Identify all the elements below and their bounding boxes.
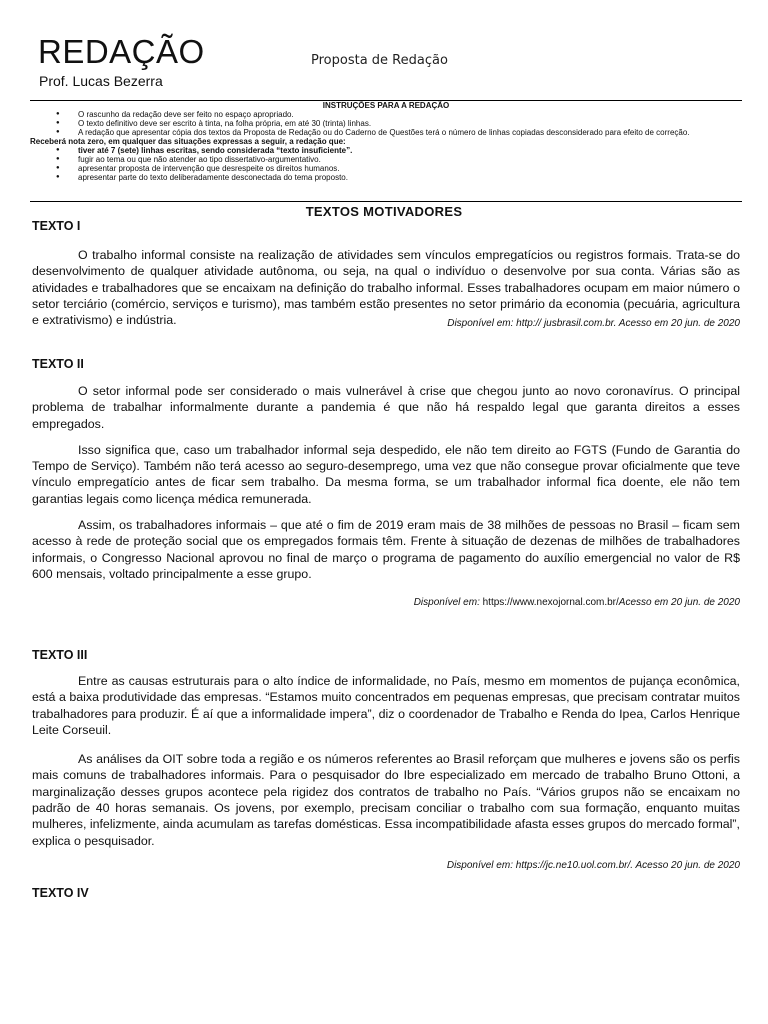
zero-grade-list [30, 146, 742, 182]
paragraph: Entre as causas estruturais para o alto índice de informalidade, no País, mesmo em momentos de pujança econômica, está a baixa produtividade das empresas. “Estamos muito concentrados em pequenas empresas, que precisam contratar muitos trabalhadores para produzir. É aí que a informalidade impera”, diz o coordenador de Trabalho e Renda do Ipea, Carlos Henrique Leite Corseuil. [32, 674, 740, 737]
instruction-item: ● A redação que apresentar cópia dos textos da Proposta de Redação ou do Caderno de Questões terá o número de linhas copiadas desconsiderado para efeito de correção. [78, 128, 742, 137]
zero-grade-item: ● fugir ao tema ou que não atender ao tipo dissertativo-argumentativo. [78, 155, 742, 164]
source-citation-3 [447, 860, 740, 871]
source-suffix: . Acesso em 20 jun. de 2020 [613, 318, 740, 329]
text-label-3: TEXTO III [32, 648, 88, 662]
document-subtitle: Proposta de Redação [311, 53, 448, 68]
author-name: Prof. Lucas Bezerra [39, 73, 163, 89]
source-prefix: Disponível em: [446, 860, 516, 871]
instruction-item: ● O texto definitivo deve ser escrito à tinta, na folha própria, em até 30 (trinta) linhas. [78, 119, 742, 128]
source-prefix: Disponível em: [413, 597, 483, 608]
zero-grade-item: ● apresentar parte do texto deliberadamente desconectada do tema proposto. [78, 173, 742, 182]
source-url: https://www.nexojornal.com.br/ [482, 597, 619, 608]
source-citation-2 [414, 597, 740, 608]
paragraph: As análises da OIT sobre toda a região e os números referentes ao Brasil reforçam que mulheres e jovens são os perfis mais comuns de trabalhadores informais. Para o pesquisador do Ibre especializado em mercado de trabalho Bruno Ottoni, a marginalização desses grupos acontece pela rigidez dos contratos de trabalho no País. “Vários grupos não se encaixam no padrão de 40 horas semanais. Os jovens, por exemplo, precisam conciliar o trabalho com sua formação, enquanto muitas mulheres, infelizmente, ainda acumulam as tarefas domésticas. Essa incompatibilidade afasta esses grupos do mercado formal”, explica o pesquisador. [32, 752, 740, 848]
source-prefix: Disponível em: [447, 318, 517, 329]
paragraph: Assim, os trabalhadores informais – que até o fim de 2019 eram mais de 38 milhões de pessoas no Brasil – ficam sem acesso à rede de proteção social que os empregados formais têm. Frente à situação de dezenas de milhões de trabalhadores informais, o Congresso Nacional aprovou no final de março o programa de pagamento do auxílio emergencial no valor de R$ 600 mensais, voltado principalmente a esse grupo. [32, 518, 740, 581]
source-suffix: Acesso em 20 jun. de 2020 [618, 597, 740, 608]
source-suffix: . Acesso 20 jun. de 2020 [630, 860, 740, 871]
source-citation-1 [447, 318, 740, 329]
source-url: https://jc.ne10.uol.com.br/ [515, 860, 631, 871]
instruction-item: ● O rascunho da redação deve ser feito no espaço apropriado. [78, 110, 742, 119]
paragraph: O trabalho informal consiste na realização de atividades sem vínculos empregatícios ou registros formais. Trata-se do desenvolvimento de qualquer atividade autônoma, ou seja, na qual o indivíduo o desenvolve por sua conta. Várias são as atividades e trabalhadores que se encaixam na definição do trabalho informal. Esses trabalhadores ocupam em maior número o setor terciário (comércio, serviços e turismo), mas também estão presentes no setor primário da economia (pecuária, agricultura e extrativismo) e indústria. [32, 248, 740, 328]
zero-grade-item: ● tiver até 7 (sete) linhas escritas, sendo considerada “texto insuficiente”. [78, 146, 742, 155]
text-label-1: TEXTO I [32, 219, 81, 233]
zero-grade-heading: Receberá nota zero, em qualquer das situações expressas a seguir, a redação que: [30, 137, 346, 146]
text-label-2: TEXTO II [32, 357, 84, 371]
paragraph: O setor informal pode ser considerado o mais vulnerável à crise que chegou junto ao novo coronavírus. O principal problema de trabalhar informalmente durante a pandemia é que não há respaldo legal que garanta direitos a esses empregados. [32, 384, 740, 431]
zero-grade-item: ● apresentar proposta de intervenção que desrespeite os direitos humanos. [78, 164, 742, 173]
instructions-list [30, 110, 742, 137]
instructions-box [30, 101, 742, 182]
text-body-3 [32, 673, 740, 859]
instructions-heading: INSTRUÇÕES PARA A REDAÇÃO [322, 101, 450, 110]
instructions-divider [30, 201, 742, 202]
text-label-4: TEXTO IV [32, 886, 89, 900]
motivators-heading: TEXTOS MOTIVADORES [305, 204, 463, 219]
source-url: http:// jusbrasil.com.br [516, 318, 614, 329]
page-title: REDAÇÃO [38, 33, 205, 70]
paragraph: Isso significa que, caso um trabalhador informal seja despedido, ele não tem direito ao FGTS (Fundo de Garantia do Tempo de Serviço). Também não terá acesso ao seguro-desemprego, uma vez que não consegue provar oficialmente que teve vínculo empregatício antes de ficar sem trabalho. Da mesma forma, se um trabalhador informal fica doente, ele não tem garantias legais como licença médica remunerada. [32, 442, 740, 506]
text-body-2 [32, 383, 740, 592]
